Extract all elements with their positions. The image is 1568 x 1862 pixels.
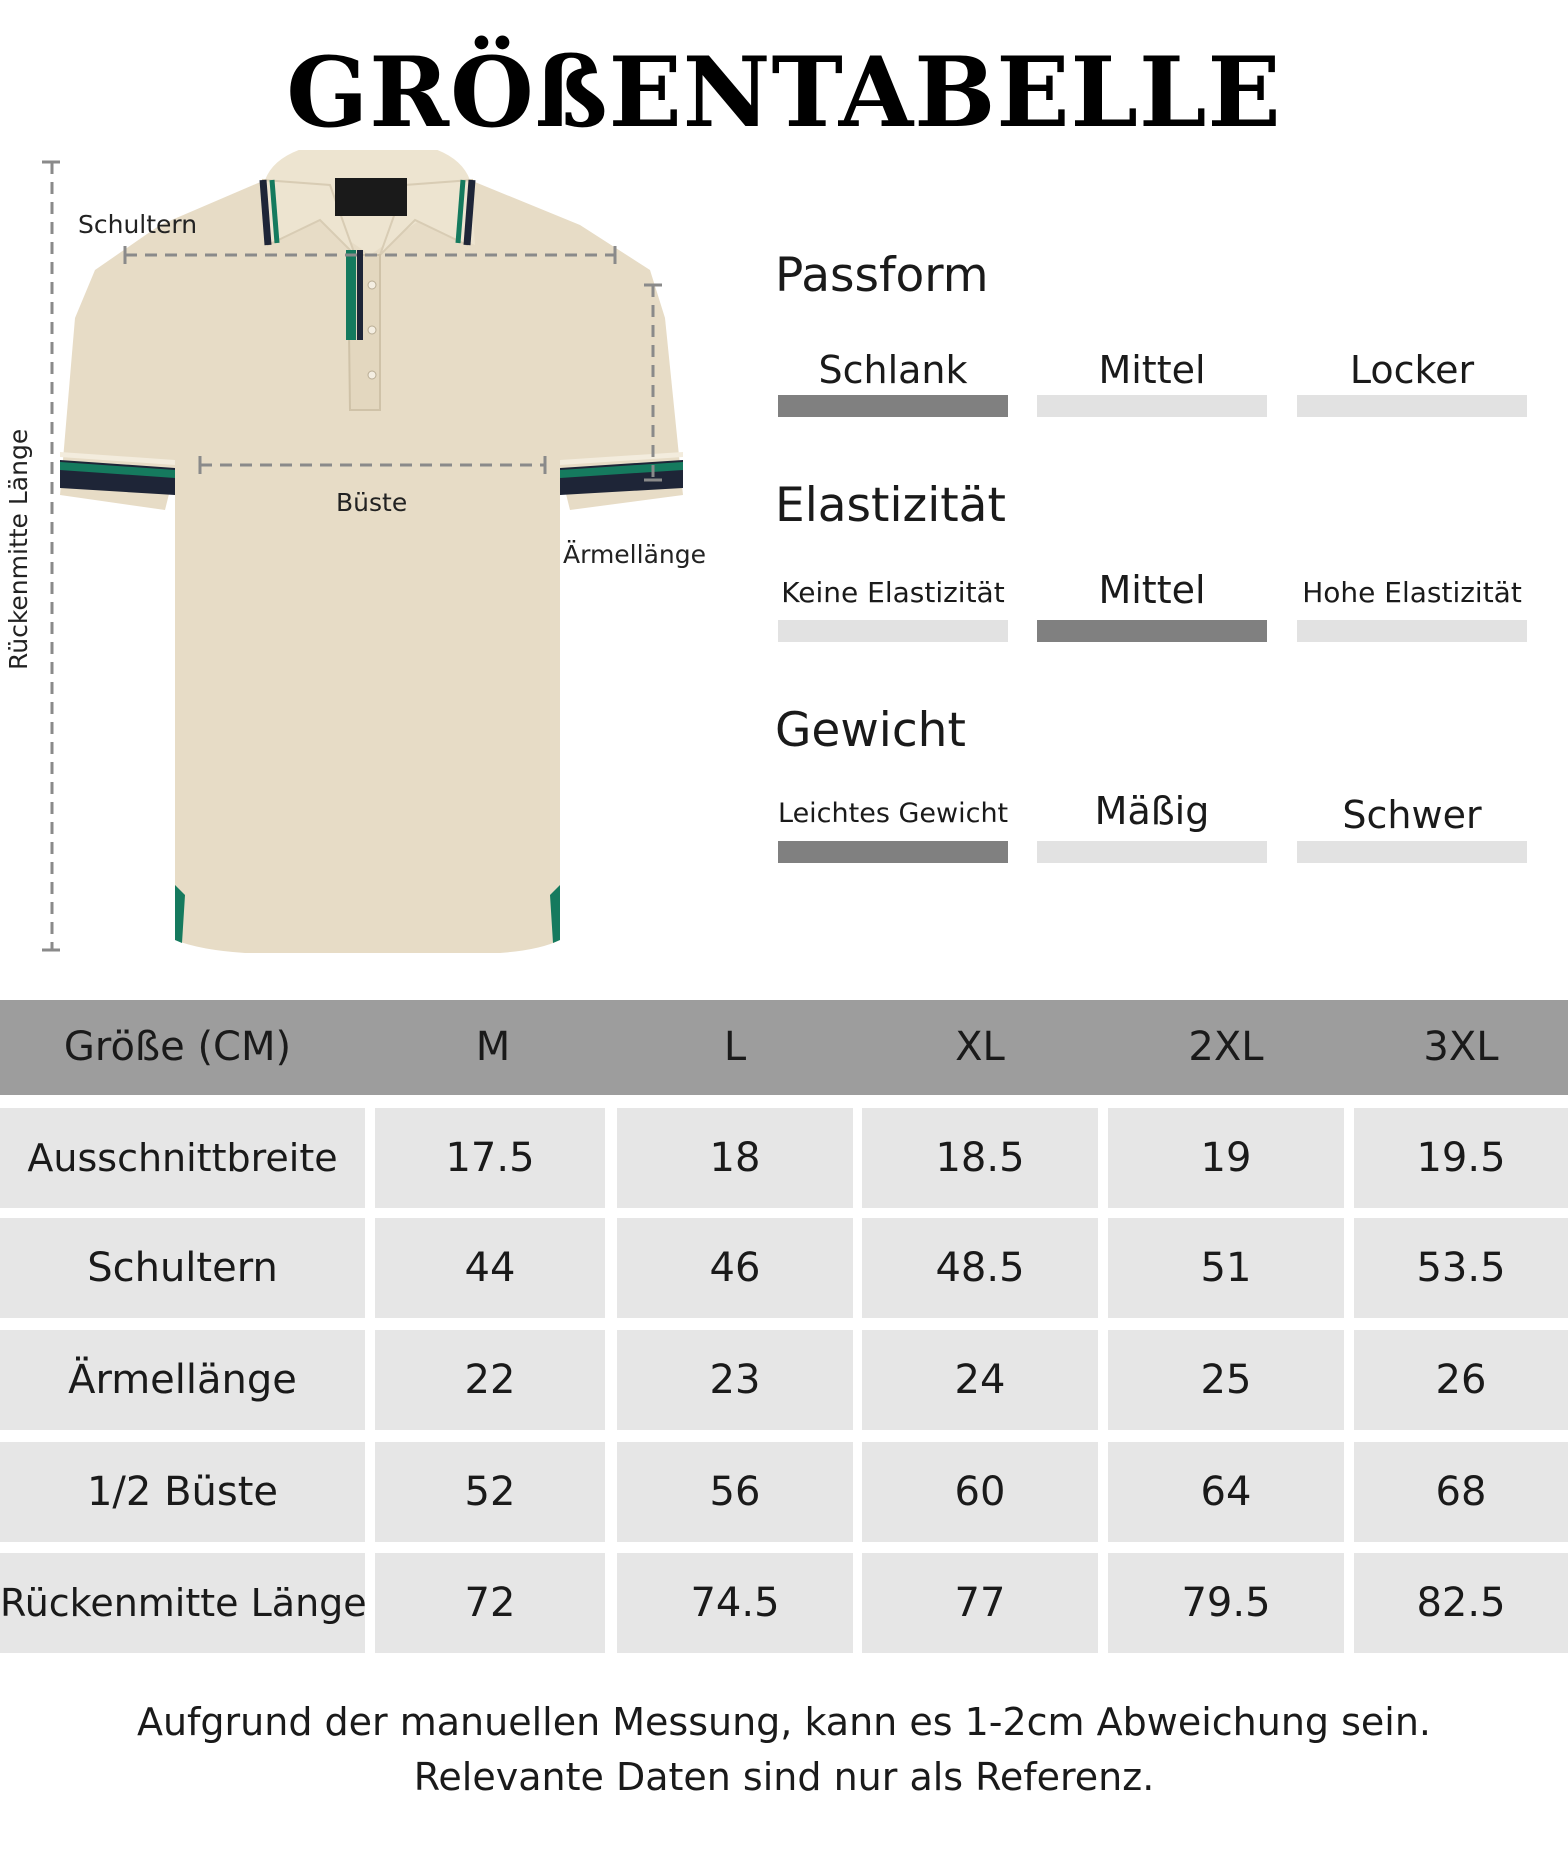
- option-bar: [1037, 841, 1267, 863]
- option-label: Leichtes Gewicht: [778, 798, 1009, 829]
- elasticity-heading: Elastizität: [775, 478, 1006, 533]
- option-label: Schwer: [1342, 793, 1482, 837]
- row-label: Rückenmitte Länge: [0, 1553, 365, 1653]
- attribute-elasticity: [775, 478, 1535, 658]
- table-cell: 52: [375, 1442, 605, 1542]
- option-label: Mittel: [1098, 568, 1206, 612]
- table-row: [0, 1330, 1568, 1430]
- row-label: Schultern: [0, 1218, 365, 1318]
- table-cell: 23: [617, 1330, 853, 1430]
- page-title: GRÖßENTABELLE: [286, 36, 1282, 149]
- option-bar: [1037, 395, 1267, 417]
- header-size-2xl: 2XL: [1188, 1024, 1264, 1070]
- header-size-xl: XL: [955, 1024, 1005, 1070]
- table-cell: 64: [1108, 1442, 1344, 1542]
- table-cell: 79.5: [1108, 1553, 1344, 1653]
- row-label: Ärmellänge: [0, 1330, 365, 1430]
- measurement-note: Aufgrund der manuellen Messung, kann es 1-2cm Abweichung sein.: [136, 1700, 1432, 1744]
- reference-note: Relevante Daten sind nur als Referenz.: [413, 1755, 1155, 1799]
- table-cell: 18.5: [862, 1108, 1098, 1208]
- table-cell: 68: [1354, 1442, 1568, 1542]
- table-cell: 44: [375, 1218, 605, 1318]
- shoulders-label: Schultern: [78, 210, 198, 239]
- option-label: Hohe Elastizität: [1302, 576, 1522, 609]
- option-label: Mäßig: [1094, 789, 1210, 833]
- row-label: Ausschnittbreite: [0, 1108, 365, 1208]
- table-cell: 22: [375, 1330, 605, 1430]
- table-cell: 51: [1108, 1218, 1344, 1318]
- option-bar-selected: [778, 395, 1008, 417]
- option-label: Keine Elastizität: [781, 576, 1005, 609]
- table-cell: 82.5: [1354, 1553, 1568, 1653]
- option-label: Locker: [1349, 348, 1475, 392]
- option-label: Mittel: [1098, 348, 1206, 392]
- table-cell: 24: [862, 1330, 1098, 1430]
- table-cell: 25: [1108, 1330, 1344, 1430]
- table-cell: 72: [375, 1553, 605, 1653]
- option-bar: [1297, 395, 1527, 417]
- option-label: Schlank: [818, 348, 968, 392]
- header-size-unit: Größe (CM): [63, 1024, 292, 1070]
- option-bar: [1297, 841, 1527, 863]
- table-cell: 26: [1354, 1330, 1568, 1430]
- option-bar-selected: [1037, 620, 1267, 642]
- bust-label: Büste: [336, 488, 408, 517]
- header-size-m: M: [475, 1024, 511, 1070]
- table-row: [0, 1442, 1568, 1542]
- table-cell: 74.5: [617, 1553, 853, 1653]
- table-cell: 77: [862, 1553, 1098, 1653]
- table-cell: 19.5: [1354, 1108, 1568, 1208]
- fit-heading: Passform: [775, 248, 989, 303]
- table-cell: 46: [617, 1218, 853, 1318]
- size-table-header: [0, 1000, 1568, 1095]
- table-row: [0, 1218, 1568, 1318]
- table-cell: 60: [862, 1442, 1098, 1542]
- table-cell: 17.5: [375, 1108, 605, 1208]
- table-cell: 56: [617, 1442, 853, 1542]
- option-bar-selected: [778, 841, 1008, 863]
- shirt-illustration: [0, 150, 730, 970]
- weight-heading: Gewicht: [775, 703, 966, 758]
- row-label: 1/2 Büste: [0, 1442, 365, 1542]
- option-bar: [778, 620, 1008, 642]
- sleeve-length-label: Ärmellänge: [563, 540, 706, 569]
- attribute-weight: [775, 703, 1535, 883]
- table-cell: 48.5: [862, 1218, 1098, 1318]
- table-row: [0, 1553, 1568, 1653]
- table-cell: 19: [1108, 1108, 1344, 1208]
- option-bar: [1297, 620, 1527, 642]
- header-size-3xl: 3XL: [1423, 1024, 1499, 1070]
- table-cell: 18: [617, 1108, 853, 1208]
- attribute-fit: [775, 248, 1535, 428]
- table-cell: 53.5: [1354, 1218, 1568, 1318]
- header-size-l: L: [723, 1024, 747, 1070]
- table-row: [0, 1108, 1568, 1208]
- back-length-label: Rückenmitte Länge: [4, 428, 33, 670]
